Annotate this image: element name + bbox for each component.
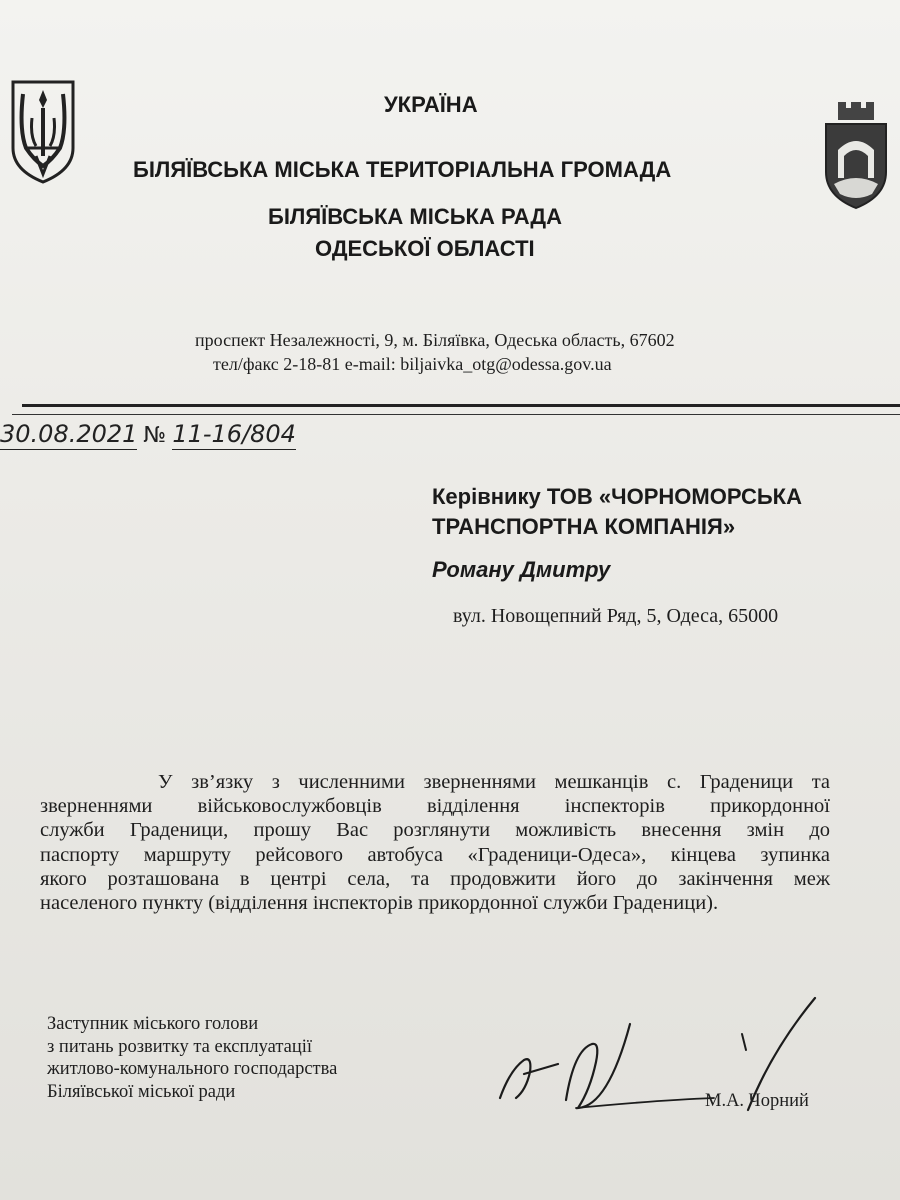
registration-number-sign: № xyxy=(143,423,167,448)
header-address: проспект Незалежності, 9, м. Біляївка, Одеська область, 67602 xyxy=(195,330,675,350)
registration-date: 30.08.2021 xyxy=(0,420,138,448)
signatory-position-line: житлово-комунального господарства xyxy=(47,1059,338,1079)
city-coat-of-arms-icon xyxy=(820,98,892,210)
body-line: паспорту маршруту рейсового автобуса «Граденици-Одеса», кінцева зупинка xyxy=(40,843,830,866)
recipient-line1: Керівнику ТОВ «ЧОРНОМОРСЬКА xyxy=(432,484,802,509)
recipient-name: Роману Дмитру xyxy=(432,557,611,582)
body-line: служби Граденици, прошу Вас розглянути можливість внесення змін до xyxy=(40,819,830,842)
recipient-address: вул. Новощепний Ряд, 5, Одеса, 65000 xyxy=(453,605,779,627)
registration-line xyxy=(0,420,296,448)
body-line: зверненнями військовослужбовців відділення інспекторів прикордонної xyxy=(40,795,830,818)
header-council-line1: БІЛЯЇВСЬКА МІСЬКА РАДА xyxy=(268,204,562,229)
recipient-line2: ТРАНСПОРТНА КОМПАНІЯ» xyxy=(432,514,736,539)
header-community: БІЛЯЇВСЬКА МІСЬКА ТЕРИТОРІАЛЬНА ГРОМАДА xyxy=(133,157,672,182)
signatory-position xyxy=(47,1013,337,1103)
header-country: УКРАЇНА xyxy=(384,92,478,117)
signatory-position-line: Заступник міського голови xyxy=(47,1014,259,1034)
signatory-position-line: з питань розвитку та експлуатації xyxy=(47,1036,313,1057)
body-line: якого розташована в центрі села, та продовжити його до закінчення меж xyxy=(40,867,830,890)
header-divider-thick xyxy=(22,404,900,407)
trident-icon xyxy=(8,78,78,186)
header-divider-thin xyxy=(12,414,900,415)
registration-number: 11-16/804 xyxy=(172,420,296,448)
header-council-line2: ОДЕСЬКОЇ ОБЛАСТІ xyxy=(315,236,535,261)
body-line: У зв’язку з численними зверненнями мешканців с. Граденици та xyxy=(158,771,830,793)
signer-name: М.А. Чорний xyxy=(705,1091,809,1111)
signatory-position-line: Біляївської міської ради xyxy=(47,1081,236,1102)
header-phone-email: тел/факс 2-18-81 e-mail: biljaivka_otg@odessa.gov.ua xyxy=(213,354,612,374)
letter-body xyxy=(40,770,830,915)
body-line: населеного пункту (відділення інспекторів прикордонної служби Граденици). xyxy=(40,892,719,915)
